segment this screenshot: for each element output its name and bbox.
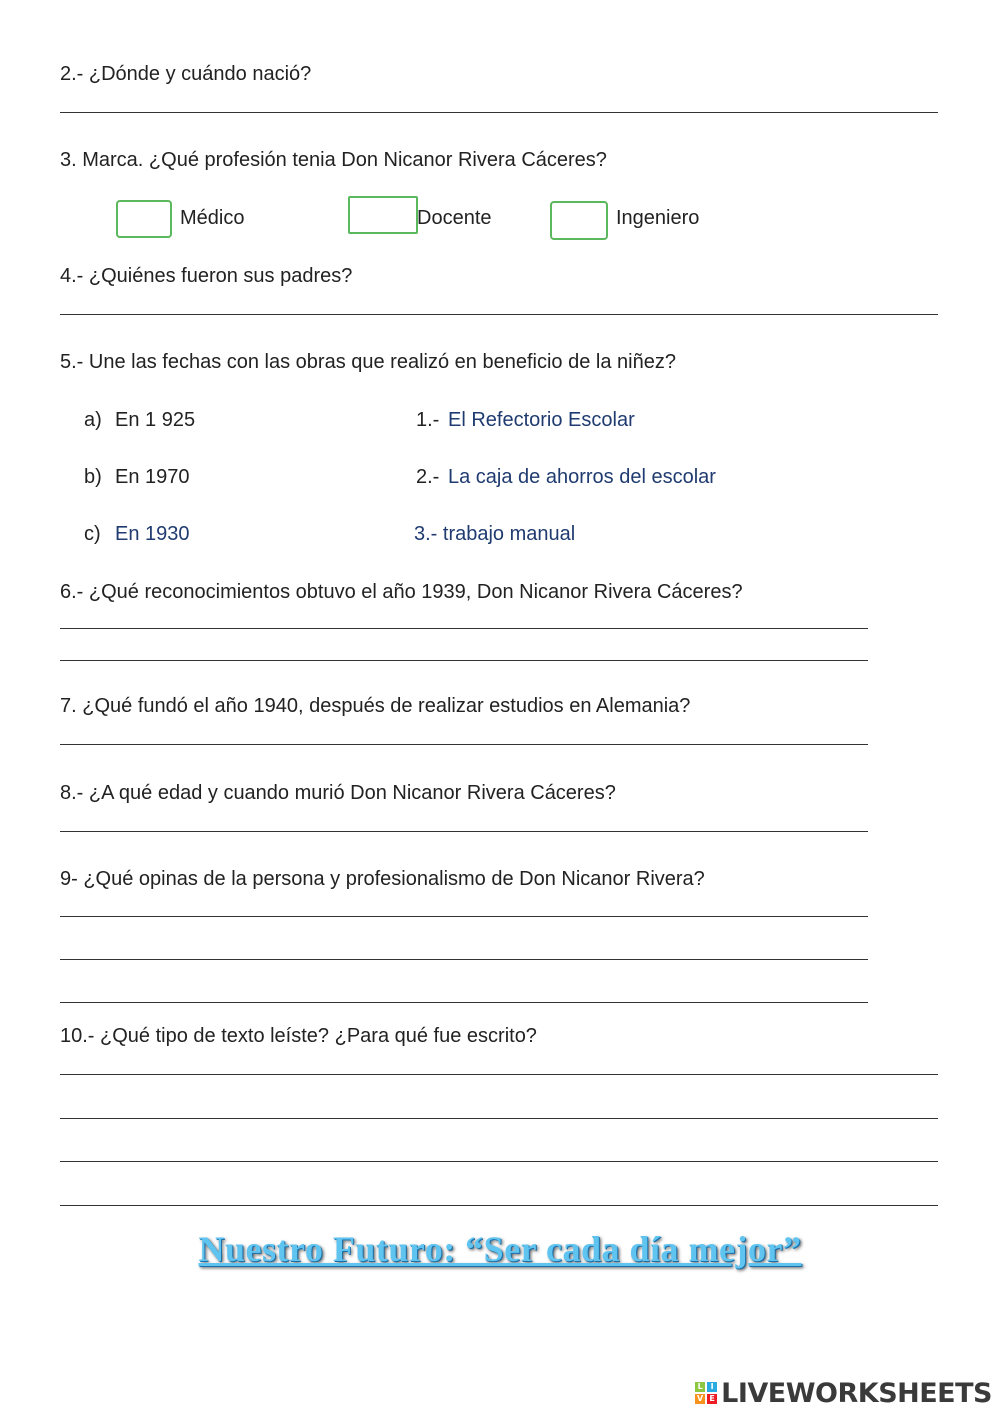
- logo-letter: E: [707, 1394, 717, 1404]
- answer-line[interactable]: [60, 959, 868, 960]
- date-item[interactable]: En 1970: [115, 466, 190, 488]
- date-letter: a): [84, 409, 102, 431]
- work-item[interactable]: 3.- trabajo manual: [414, 523, 576, 545]
- question-9-label: 9- ¿Qué opinas de la persona y profesionalismo de Don Nicanor Rivera?: [60, 868, 705, 890]
- answer-line[interactable]: [60, 744, 868, 745]
- question-8-label: 8.- ¿A qué edad y cuando murió Don Nicanor Rivera Cáceres?: [60, 782, 616, 804]
- date-letter: c): [84, 523, 101, 545]
- answer-line[interactable]: [60, 1205, 938, 1206]
- liveworksheets-icon: [695, 1382, 717, 1404]
- date-letter: b): [84, 466, 102, 488]
- question-10-label: 10.- ¿Qué tipo de texto leíste? ¿Para qué fue escrito?: [60, 1025, 537, 1047]
- answer-line[interactable]: [60, 314, 938, 315]
- question-7-label: 7. ¿Qué fundó el año 1940, después de realizar estudios en Alemania?: [60, 695, 691, 717]
- answer-line[interactable]: [60, 112, 938, 113]
- brand-name: LIVEWORKSHEETS: [721, 1377, 992, 1409]
- motto-banner: Nuestro Futuro: “Ser cada día mejor”: [198, 1229, 802, 1269]
- logo-letter: I: [707, 1382, 717, 1392]
- answer-line[interactable]: [60, 1161, 938, 1162]
- logo-letter: L: [695, 1382, 705, 1392]
- answer-line[interactable]: [60, 831, 868, 832]
- option-medico-label: Médico: [180, 207, 245, 229]
- answer-line[interactable]: [60, 916, 868, 917]
- work-item[interactable]: La caja de ahorros del escolar: [448, 466, 716, 488]
- question-2-label: 2.- ¿Dónde y cuándo nació?: [60, 63, 312, 85]
- logo-letter: V: [697, 1394, 704, 1403]
- question-3-label: 3. Marca. ¿Qué profesión tenia Don Nicanor Rivera Cáceres?: [60, 149, 607, 171]
- answer-line[interactable]: [60, 628, 868, 629]
- date-item[interactable]: En 1930: [115, 523, 190, 545]
- question-5-label: 5.- Une las fechas con las obras que realizó en beneficio de la niñez?: [60, 351, 676, 373]
- option-docente-label: Docente: [417, 207, 492, 229]
- answer-line[interactable]: [60, 1118, 938, 1119]
- work-number: 2.-: [416, 466, 440, 488]
- date-item[interactable]: En 1 925: [115, 409, 196, 431]
- answer-line[interactable]: [60, 1002, 868, 1003]
- answer-line[interactable]: [60, 660, 868, 661]
- checkbox-docente[interactable]: [348, 196, 418, 234]
- work-number: 1.-: [416, 409, 440, 431]
- checkbox-medico[interactable]: [116, 200, 172, 238]
- checkbox-ingeniero[interactable]: [550, 201, 608, 240]
- question-4-label: 4.- ¿Quiénes fueron sus padres?: [60, 265, 353, 287]
- liveworksheets-logo: [695, 1376, 992, 1410]
- option-ingeniero-label: Ingeniero: [616, 207, 700, 229]
- answer-line[interactable]: [60, 1074, 938, 1075]
- work-item[interactable]: El Refectorio Escolar: [448, 409, 635, 431]
- question-6-label: 6.- ¿Qué reconocimientos obtuvo el año 1939, Don Nicanor Rivera Cáceres?: [60, 581, 743, 603]
